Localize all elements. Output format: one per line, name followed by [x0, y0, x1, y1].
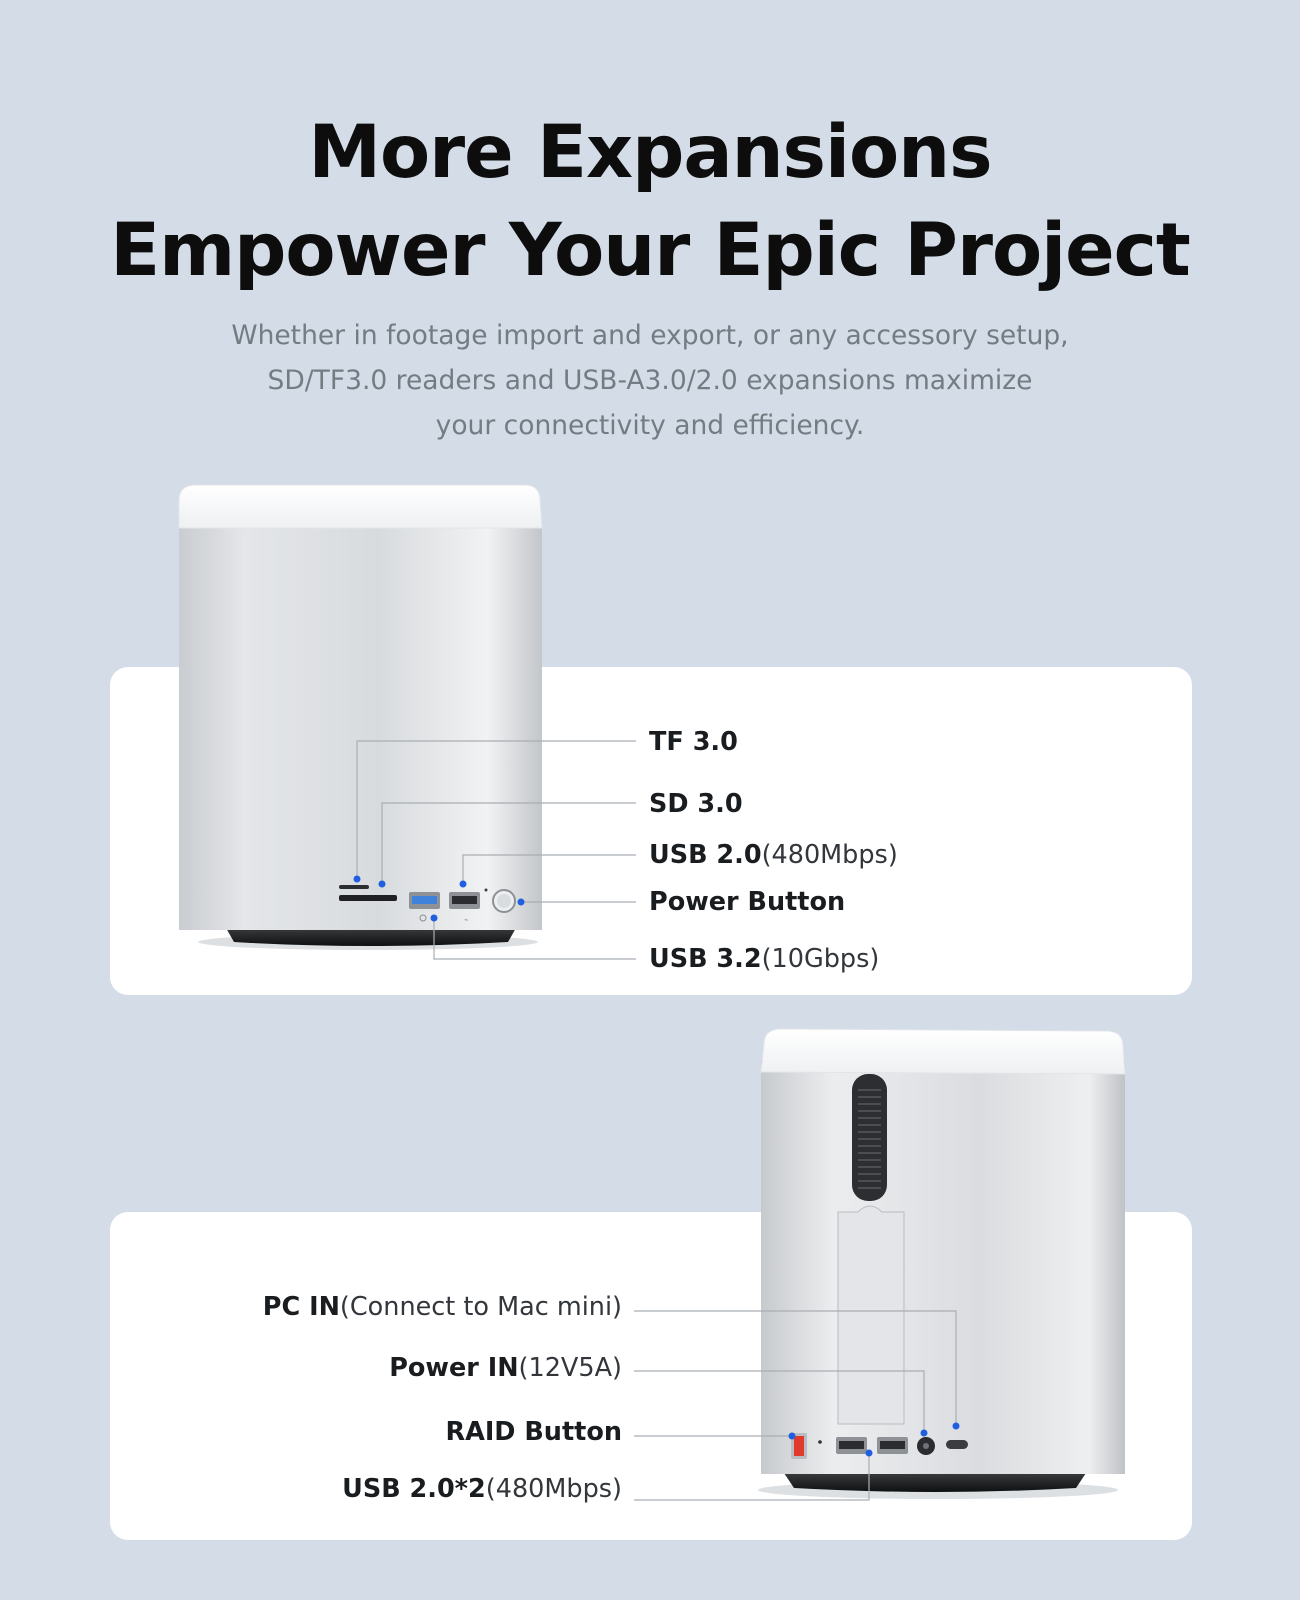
raid-button-icon — [794, 1436, 804, 1456]
label-pc-in-name: PC IN — [262, 1292, 340, 1322]
rear-white-lid — [761, 1029, 1125, 1074]
label-usb32 — [649, 944, 879, 974]
rear-base-ring — [784, 1473, 1086, 1492]
subtitle-line-1: Whether in footage import and export, or any accessory setup, — [231, 320, 1069, 351]
title-line-1: More Expansions — [308, 110, 992, 195]
label-usb2-name: USB 2.0 — [649, 840, 762, 870]
label-pc-in-detail: (Connect to Mac mini) — [339, 1292, 622, 1322]
label-tf — [649, 727, 738, 757]
rear-aluminum-body — [761, 1060, 1125, 1474]
label-usb2-detail: (480Mbps) — [761, 840, 898, 870]
usb32-port — [412, 896, 437, 904]
front-aluminum-body — [179, 518, 542, 930]
front-base-ring — [226, 928, 516, 946]
label-usb32-name: USB 3.2 — [649, 944, 762, 974]
label-usb2-x2-detail: (480Mbps) — [485, 1474, 622, 1504]
usb-c-pc-in-port — [946, 1440, 968, 1449]
tf-slot — [339, 885, 369, 889]
rear-usb2-port-2 — [880, 1441, 905, 1449]
label-usb2-x2-name: USB 2.0*2 — [342, 1474, 486, 1504]
label-power-in-name: Power IN — [389, 1353, 519, 1383]
label-pc-in — [263, 1292, 622, 1322]
label-raid-button-name: RAID Button — [445, 1417, 622, 1447]
label-usb2 — [649, 840, 898, 870]
label-power-in — [389, 1353, 622, 1383]
rear-access-door — [838, 1206, 904, 1424]
rear-vent — [852, 1074, 887, 1201]
label-usb2-x2 — [342, 1474, 622, 1504]
rear-device — [758, 1029, 1125, 1499]
label-sd — [649, 789, 743, 819]
label-power-button — [649, 887, 845, 917]
label-power-button-name: Power Button — [649, 887, 846, 917]
label-sd-name: SD 3.0 — [649, 789, 743, 819]
label-tf-name: TF 3.0 — [649, 727, 738, 757]
label-raid-button — [445, 1417, 622, 1447]
svg-text:⌁: ⌁ — [464, 916, 469, 924]
title-line-2: Empower Your Epic Project — [110, 208, 1190, 293]
rear-usb2-port-1 — [839, 1441, 864, 1449]
subtitle-line-2: SD/TF3.0 readers and USB-A3.0/2.0 expansions maximize — [267, 365, 1033, 396]
front-white-lid — [179, 485, 542, 528]
front-device — [179, 485, 542, 950]
label-usb32-detail: (10Gbps) — [761, 944, 880, 974]
usb2-port — [452, 896, 477, 904]
sd-slot — [339, 895, 397, 901]
subtitle-line-3: your connectivity and efficiency. — [435, 410, 865, 441]
label-power-in-detail: (12V5A) — [518, 1353, 622, 1383]
